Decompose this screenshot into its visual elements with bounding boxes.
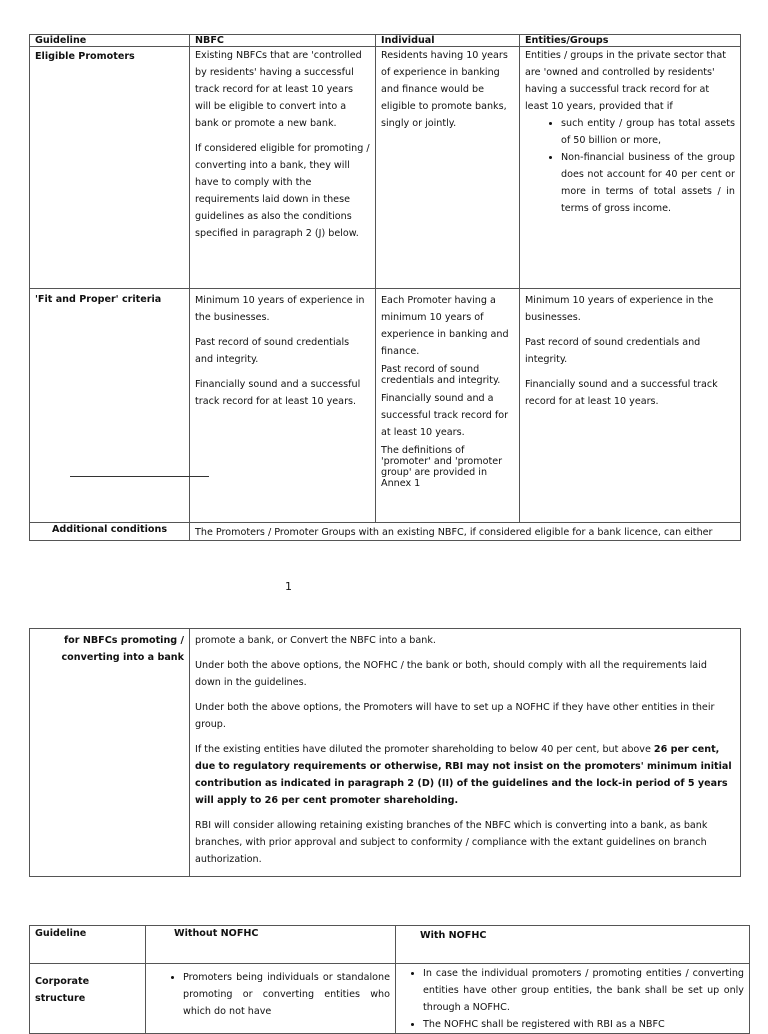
corporate-structure-table <box>29 925 750 1034</box>
header-entities-groups: Entities/Groups <box>520 35 741 47</box>
conversion-paragraph: Under both the above options, the NOFHC / the bank or both, should comply with all the requirements laid down in the guidelines. <box>195 660 707 688</box>
entities-fit-paragraph: Financially sound and a successful track record for at least 10 years. <box>525 379 718 407</box>
cell-individual-eligible <box>376 47 520 289</box>
cell-nbfc-fit <box>190 289 376 523</box>
with-nofhc-list <box>401 965 744 1033</box>
row-label-additional-conditions: Additional conditions <box>30 523 190 541</box>
additional-conditions-text: The Promoters / Promoter Groups with an existing NBFC, if considered eligible for a bank licence, can either <box>190 523 741 541</box>
cell-entities-fit <box>520 289 741 523</box>
header-individual: Individual <box>376 35 520 47</box>
row-label-corporate-structure: Corporate structure <box>30 964 146 1034</box>
table-row-eligible-promoters <box>30 47 741 289</box>
entities-eligible-intro: Entities / groups in the private sector that are 'owned and controlled by residents' having a successful track record for at least 10 years, provided that if <box>525 50 726 112</box>
branches-paragraph: RBI will consider allowing retaining existing branches of the NBFC which is converting into a bank, as bank branches, with prior approval and subject to conformity / compliance with the extant guidelines on branch authorization. <box>195 820 708 865</box>
nbfc-fit-paragraph: Minimum 10 years of experience in the businesses. <box>195 295 365 323</box>
continuation-table <box>29 628 741 877</box>
table-row-corporate-structure <box>30 964 750 1034</box>
nbfc-eligible-paragraph: If considered eligible for promoting / converting into a bank, they will have to comply with the requirements laid down in these guidelines as also the conditions specified in paragraph 2 (J) below. <box>195 143 370 239</box>
header-without-nofhc: Without NOFHC <box>146 926 396 964</box>
list-item: • Non-financial business of the group does not account for 40 per cent or more in terms of total assets / in terms of gross income. <box>561 149 735 217</box>
conversion-paragraph: Under both the above options, the Promoters will have to set up a NOFHC if they have other entities in their group. <box>195 702 715 730</box>
entities-eligible-list <box>525 115 735 217</box>
row-label-nbfcs-promoting: for NBFCs promoting / converting into a bank <box>30 629 190 877</box>
signature-line <box>70 476 209 477</box>
table-row-additional-conditions <box>30 523 741 541</box>
table-header-row <box>30 35 741 47</box>
header-with-nofhc: With NOFHC <box>396 926 750 964</box>
promoter-definition-note: The definitions of 'promoter' and 'promoter group' are provided in Annex 1 <box>381 445 503 489</box>
header-guideline: Guideline <box>30 926 146 964</box>
individual-fit-paragraph: Each Promoter having a minimum 10 years of experience in banking and finance. <box>381 295 509 357</box>
shareholding-paragraph <box>195 741 735 809</box>
list-item: • Promoters being individuals or standalone promoting or converting entities who which do not have <box>183 969 390 1020</box>
nbfc-fit-paragraph: Past record of sound credentials and integrity. <box>195 337 350 365</box>
table-row-nbfc-conversion <box>30 629 741 877</box>
list-item: • In case the individual promoters / promoting entities / converting entities have other group entities, the bank shall be set up only through a NOFHC. <box>423 965 744 1016</box>
eligibility-table <box>29 34 741 541</box>
shareholding-text: If the existing entities have diluted the promoter shareholding to below 40 per cent, but above <box>195 744 654 755</box>
cell-with-nofhc <box>396 964 750 1034</box>
conversion-paragraph: promote a bank, or Convert the NBFC into a bank. <box>195 635 436 646</box>
header-nbfc: NBFC <box>190 35 376 47</box>
table-header-row <box>30 926 750 964</box>
header-guideline: Guideline <box>30 35 190 47</box>
list-item: • The NOFHC shall be registered with RBI as a NBFC <box>423 1016 744 1033</box>
shareholding-emphasis: 26 per cent, due to regulatory requirements or otherwise, RBI may not insist on the promoters' minimum initial contribution as indicated in paragraph 2 (D) (II) of the guidelines and the lock-in period of 5 years will apply to 26 per cent promoter shareholding. <box>195 744 732 806</box>
nbfc-fit-paragraph: Financially sound and a successful track record for at least 10 years. <box>195 379 361 407</box>
cell-without-nofhc <box>146 964 396 1034</box>
cell-individual-fit <box>376 289 520 523</box>
cell-nbfc-conversion-details <box>190 629 741 877</box>
table-row-fit-and-proper <box>30 289 741 523</box>
row-label-fit-and-proper: 'Fit and Proper' criteria <box>30 289 190 523</box>
page-number: 1 <box>285 580 292 593</box>
individual-fit-paragraph: Past record of sound credentials and integrity. <box>381 364 501 386</box>
nbfc-eligible-paragraph: Existing NBFCs that are 'controlled by residents' having a successful track record for at least 10 years will be eligible to convert into a bank or promote a new bank. <box>195 50 362 129</box>
entities-fit-paragraph: Past record of sound credentials and integrity. <box>525 337 701 365</box>
list-item: • such entity / group has total assets of 50 billion or more, <box>561 115 735 149</box>
row-label-eligible-promoters: Eligible Promoters <box>30 47 190 289</box>
cell-entities-eligible <box>520 47 741 289</box>
individual-fit-paragraph: Financially sound and a successful track record for at least 10 years. <box>381 393 509 438</box>
cell-nbfc-eligible <box>190 47 376 289</box>
without-nofhc-list <box>151 969 390 1020</box>
entities-fit-paragraph: Minimum 10 years of experience in the businesses. <box>525 295 714 323</box>
individual-eligible-text: Residents having 10 years of experience in banking and finance would be eligible to promote banks, singly or jointly. <box>381 50 508 129</box>
